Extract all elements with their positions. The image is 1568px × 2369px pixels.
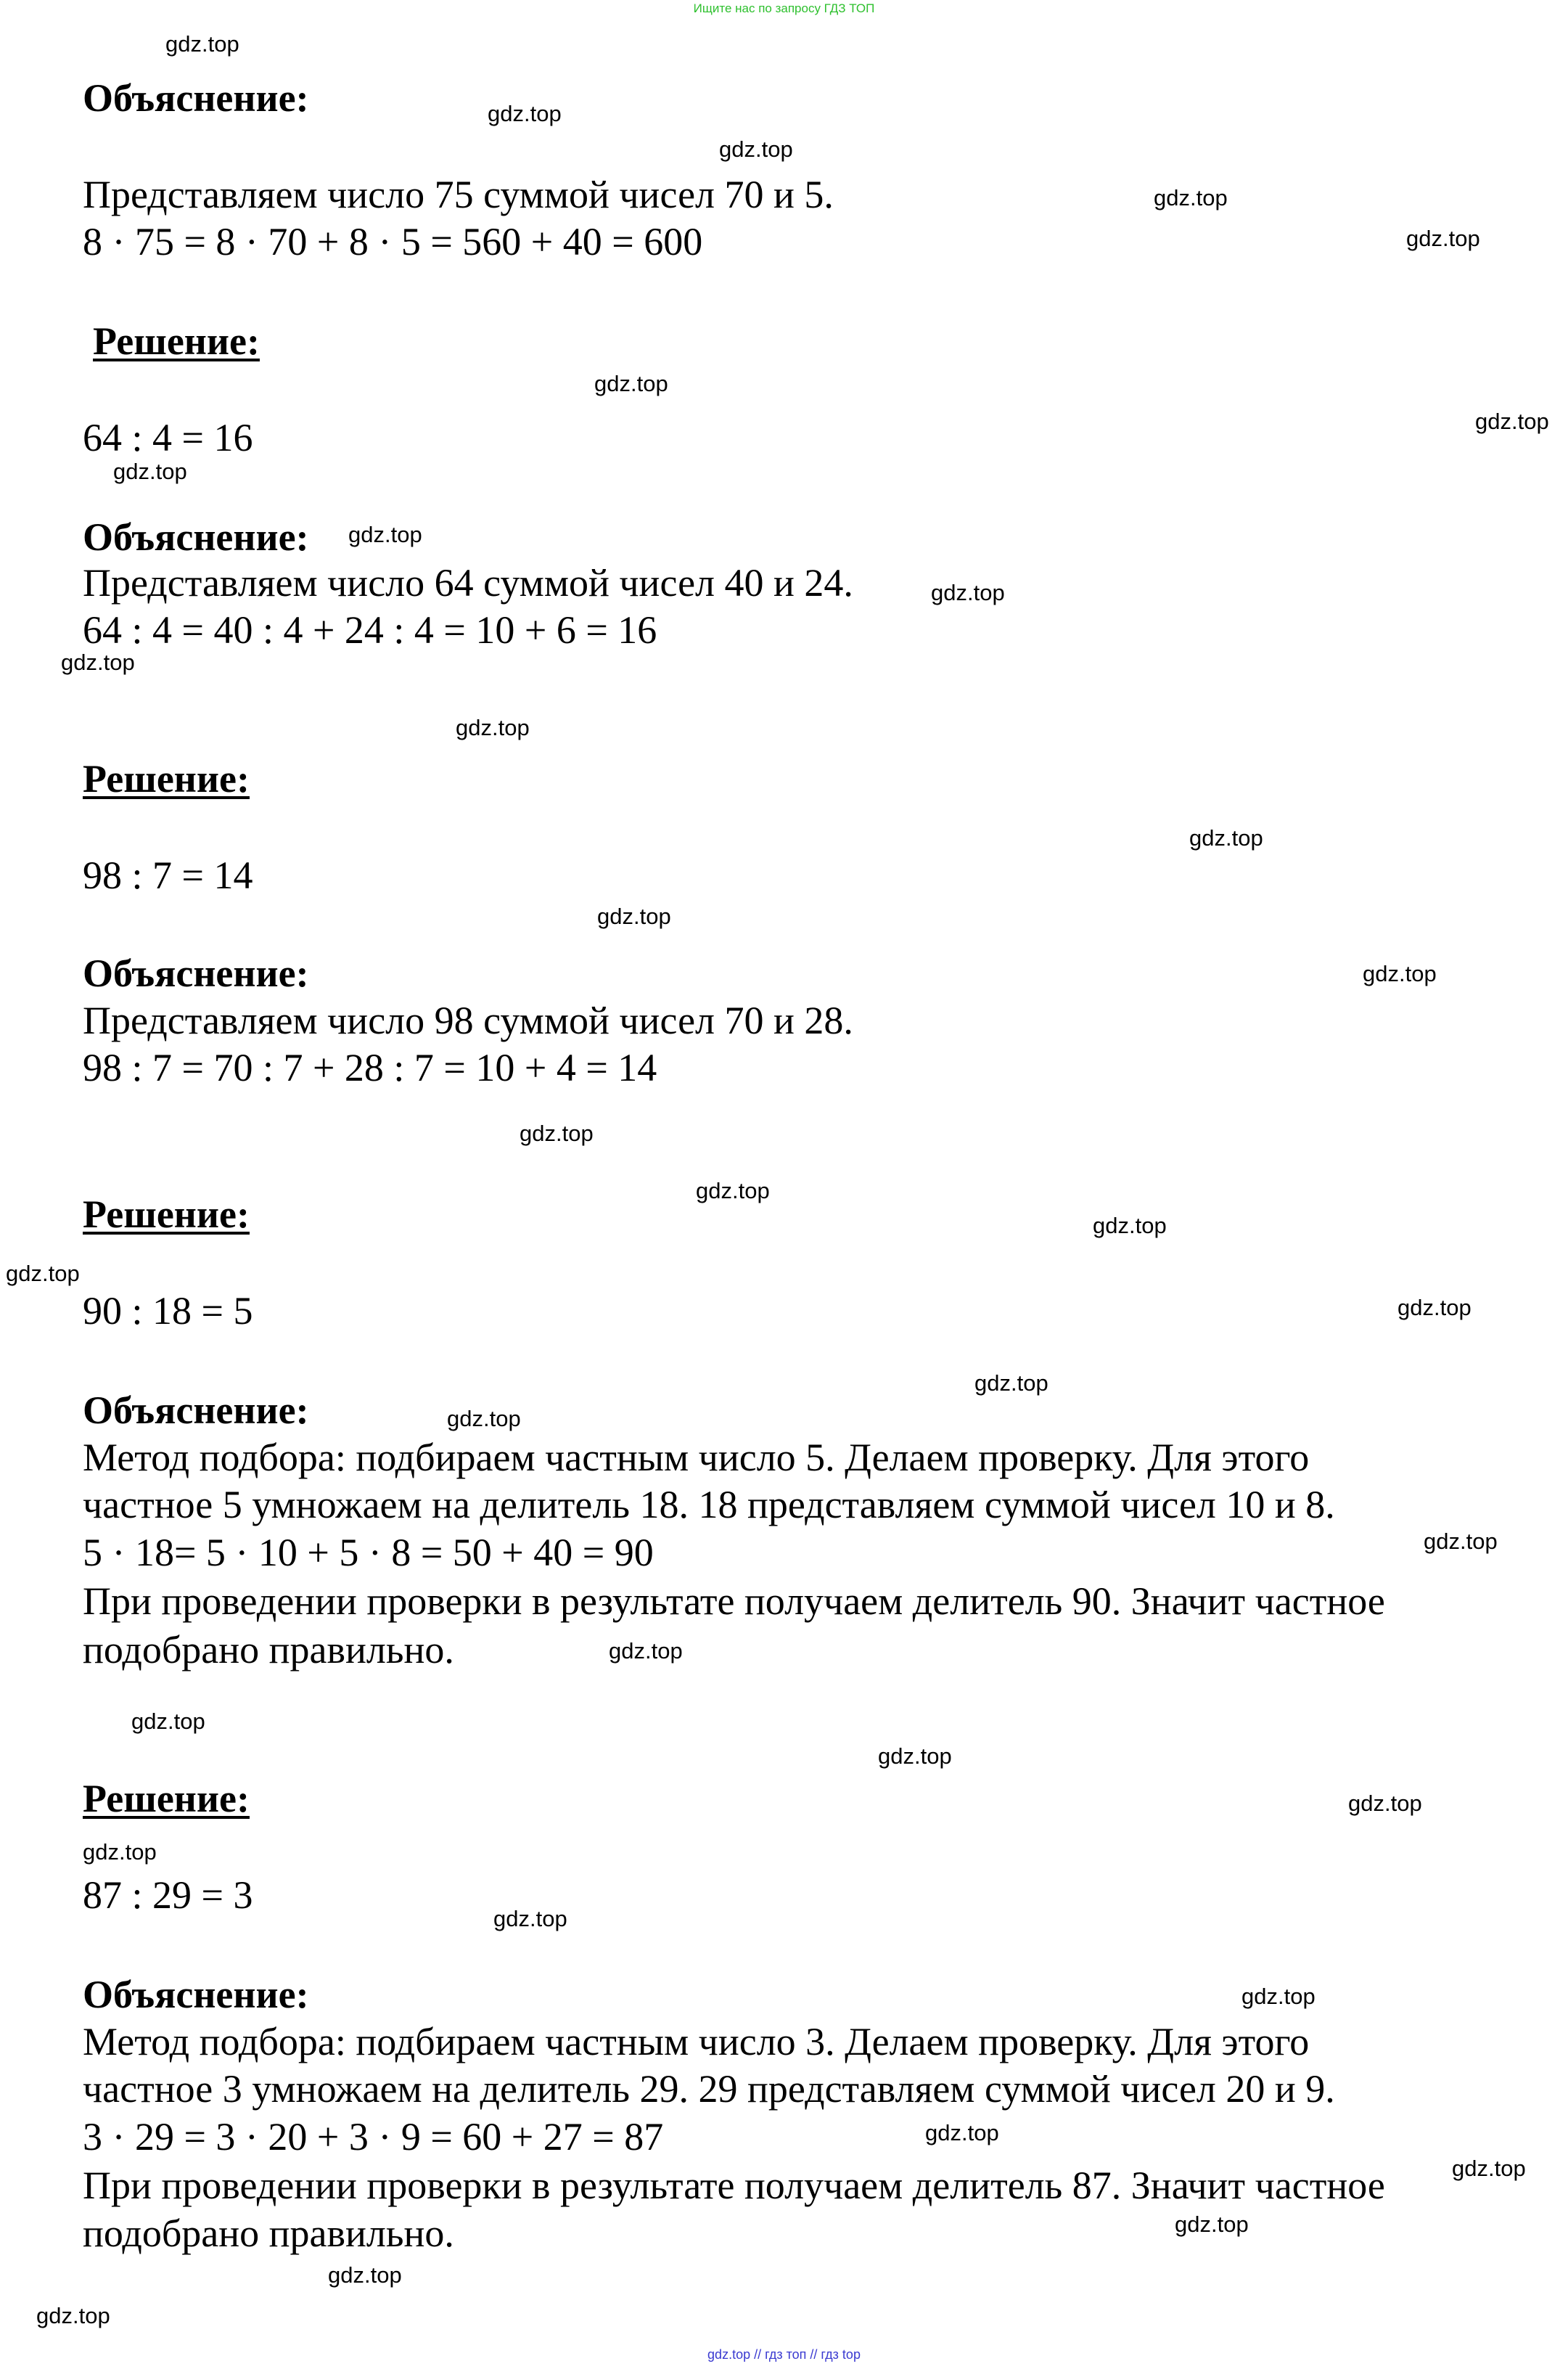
watermark: gdz.top bbox=[1424, 1529, 1498, 1554]
solution-heading-5: Решение: bbox=[83, 1777, 250, 1820]
watermark: gdz.top bbox=[1348, 1791, 1422, 1816]
watermark: gdz.top bbox=[1363, 961, 1437, 986]
explanation-heading-5: Объяснение: bbox=[83, 1973, 309, 2016]
watermark: gdz.top bbox=[328, 2262, 402, 2288]
explanation-heading-3: Объяснение: bbox=[83, 952, 309, 995]
watermark: gdz.top bbox=[36, 2303, 110, 2328]
watermark: gdz.top bbox=[1452, 2156, 1526, 2181]
explanation-line: Представляем число 64 суммой чисел 40 и 24. bbox=[83, 561, 853, 605]
watermark: gdz.top bbox=[594, 371, 668, 396]
solution-heading-4: Решение: bbox=[83, 1192, 250, 1236]
watermark: gdz.top bbox=[925, 2120, 999, 2145]
watermark: gdz.top bbox=[1093, 1213, 1167, 1238]
watermark: gdz.top bbox=[447, 1406, 521, 1431]
explanation-line: При проведении проверки в результате получаем делитель 90. Значит частное bbox=[83, 1579, 1385, 1623]
watermark: gdz.top bbox=[1189, 825, 1263, 851]
watermark: gdz.top bbox=[696, 1178, 770, 1203]
explanation-line: Представляем число 75 суммой чисел 70 и 5. bbox=[83, 173, 834, 216]
explanation-line: 64 : 4 = 40 : 4 + 24 : 4 = 10 + 6 = 16 bbox=[83, 608, 657, 652]
watermark: gdz.top bbox=[974, 1370, 1048, 1396]
explanation-heading-4: Объяснение: bbox=[83, 1388, 309, 1432]
watermark: gdz.top bbox=[1406, 226, 1480, 251]
watermark: gdz.top bbox=[520, 1121, 594, 1146]
watermark: gdz.top bbox=[1175, 2212, 1249, 2237]
explanation-line: частное 3 умножаем на делитель 29. 29 представляем суммой чисел 20 и 9. bbox=[83, 2067, 1335, 2111]
watermark: gdz.top bbox=[1154, 185, 1228, 210]
watermark: gdz.top bbox=[131, 1709, 205, 1734]
watermark: gdz.top bbox=[83, 1839, 157, 1865]
explanation-line: 5 · 18= 5 · 10 + 5 · 8 = 50 + 40 = 90 bbox=[83, 1531, 654, 1574]
watermark: gdz.top bbox=[348, 522, 422, 547]
watermark: gdz.top bbox=[6, 1261, 80, 1286]
watermark: gdz.top bbox=[165, 31, 239, 57]
watermark: gdz.top bbox=[493, 1906, 567, 1931]
watermark: gdz.top bbox=[609, 1638, 683, 1664]
explanation-line: 3 · 29 = 3 · 20 + 3 · 9 = 60 + 27 = 87 bbox=[83, 2115, 664, 2159]
top-banner[interactable]: Ищите нас по запросу ГДЗ ТОП bbox=[693, 1, 875, 15]
watermark: gdz.top bbox=[1397, 1295, 1471, 1320]
watermark: gdz.top bbox=[113, 459, 187, 484]
explanation-line: подобрано правильно. bbox=[83, 1628, 454, 1672]
watermark: gdz.top bbox=[61, 650, 135, 675]
watermark: gdz.top bbox=[878, 1743, 952, 1769]
solution-line-3: 98 : 7 = 14 bbox=[83, 854, 253, 897]
footer-links[interactable]: gdz.top // гдз топ // гдз top bbox=[707, 2347, 861, 2362]
watermark: gdz.top bbox=[597, 904, 671, 929]
solution-line-5: 87 : 29 = 3 bbox=[83, 1873, 253, 1917]
explanation-line: 98 : 7 = 70 : 7 + 28 : 7 = 10 + 4 = 14 bbox=[83, 1046, 657, 1089]
solution-heading-2: Решение: bbox=[93, 319, 260, 363]
watermark: gdz.top bbox=[456, 715, 530, 740]
explanation-line: Представляем число 98 суммой чисел 70 и 28. bbox=[83, 999, 853, 1042]
solution-line-4: 90 : 18 = 5 bbox=[83, 1289, 253, 1333]
explanation-line: подобрано правильно. bbox=[83, 2212, 454, 2255]
watermark: gdz.top bbox=[1475, 409, 1549, 434]
explanation-heading-2: Объяснение: bbox=[83, 515, 309, 559]
explanation-line: частное 5 умножаем на делитель 18. 18 представляем суммой чисел 10 и 8. bbox=[83, 1483, 1335, 1526]
explanation-line: Метод подбора: подбираем частным число 5. Делаем проверку. Для этого bbox=[83, 1436, 1310, 1479]
explanation-heading-1: Объяснение: bbox=[83, 76, 309, 120]
watermark: gdz.top bbox=[488, 101, 562, 126]
solution-line-2: 64 : 4 = 16 bbox=[83, 416, 253, 459]
explanation-line: 8 · 75 = 8 · 70 + 8 · 5 = 560 + 40 = 600 bbox=[83, 220, 703, 263]
solution-heading-3: Решение: bbox=[83, 757, 250, 801]
explanation-line: При проведении проверки в результате получаем делитель 87. Значит частное bbox=[83, 2164, 1385, 2207]
explanation-line: Метод подбора: подбираем частным число 3. Делаем проверку. Для этого bbox=[83, 2020, 1310, 2063]
watermark: gdz.top bbox=[719, 136, 793, 162]
watermark: gdz.top bbox=[931, 580, 1005, 605]
watermark: gdz.top bbox=[1241, 1984, 1315, 2009]
